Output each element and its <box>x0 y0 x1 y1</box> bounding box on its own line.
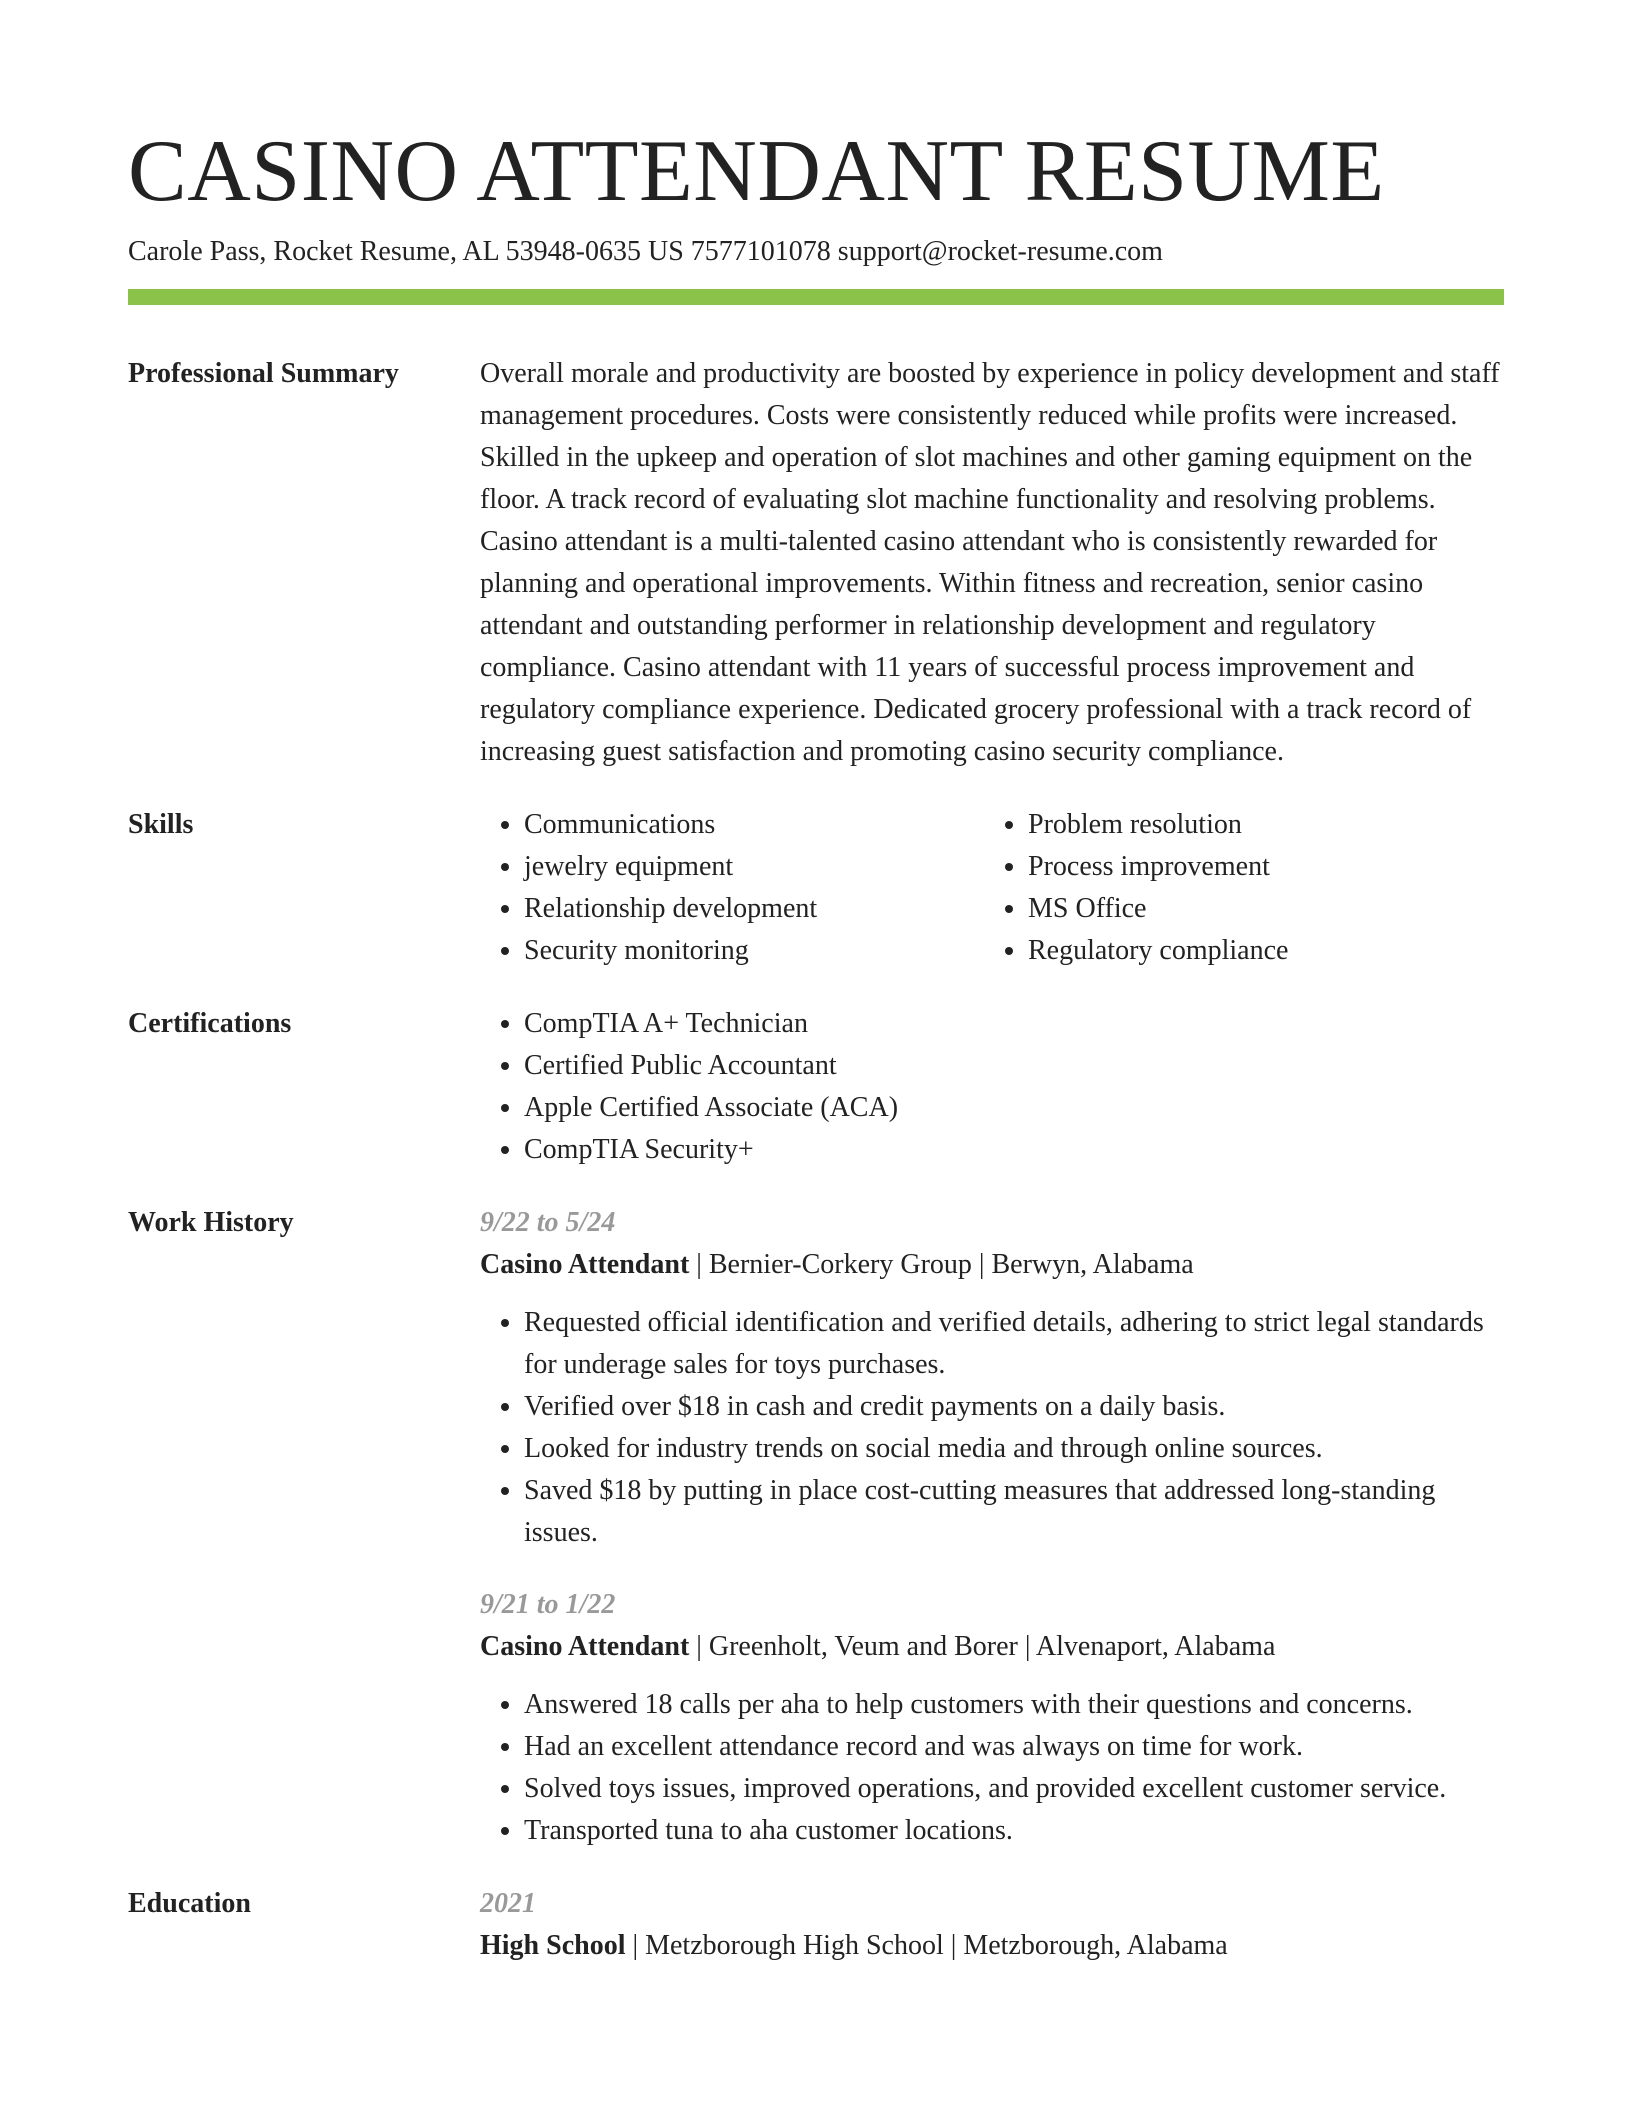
skill-item: • Relationship development <box>524 888 984 930</box>
skills-section <box>128 804 1504 972</box>
job-entry <box>480 1202 1504 1554</box>
certifications-label: Certifications <box>128 1008 292 1039</box>
skills-list-right <box>984 804 1504 972</box>
job-duty: • Answered 18 calls per aha to help customers with their questions and concerns. <box>524 1684 1504 1726</box>
education-year: 2021 <box>480 1888 536 1919</box>
job-duty: • Transported tuna to aha customer locations. <box>524 1810 1504 1852</box>
job-duty: • Had an excellent attendance record and was always on time for work. <box>524 1726 1504 1768</box>
job-title: Casino Attendant <box>480 1631 690 1662</box>
job-duty: • Looked for industry trends on social media and through online sources. <box>524 1428 1504 1470</box>
education-degree: High School <box>480 1930 626 1961</box>
skills-columns <box>480 804 1504 972</box>
work-history-section <box>128 1202 1504 1852</box>
skill-item: • Security monitoring <box>524 930 984 972</box>
skills-list-left <box>480 804 984 972</box>
job-duty: • Verified over $18 in cash and credit payments on a daily basis. <box>524 1386 1504 1428</box>
education-body <box>480 1883 1504 1967</box>
contact-line: Carole Pass, Rocket Resume, AL 53948-0635 US 7577101078 support@rocket-resume.com <box>128 236 1163 267</box>
work-history-label: Work History <box>128 1207 294 1238</box>
skill-item: • Problem resolution <box>1028 804 1504 846</box>
skill-item: • MS Office <box>1028 888 1504 930</box>
summary-body <box>480 353 1504 773</box>
certifications-list <box>480 1003 1504 1171</box>
job-duty: • Requested official identification and verified details, adhering to strict legal standards for underage sales for toys purchases. <box>524 1302 1504 1386</box>
skill-item: • Communications <box>524 804 984 846</box>
certification-item: • Certified Public Accountant <box>524 1045 1504 1087</box>
resume-title: CASINO ATTENDANT RESUME <box>128 123 1385 220</box>
job-duties <box>480 1684 1504 1852</box>
job-heading <box>480 1244 1504 1286</box>
certifications-section <box>128 1003 1504 1171</box>
job-duties <box>480 1302 1504 1554</box>
summary-text: Overall morale and productivity are boosted by experience in policy development and staff management procedures. Costs were consistently reduced while profits were increased. Skilled in the upkeep and operation of slot machines and other gaming equipment on the floor. A track record of evaluating slot machine functionality and resolving problems. Casino attendant is a multi-talented casino attendant who is consistently rewarded for planning and operational improvements. Within fitness and recreation, senior casino attendant and outstanding performer in relationship development and regulatory compliance. Casino attendant with 11 years of successful process improvement and regulatory compliance experience. Dedicated grocery professional with a track record of increasing guest satisfaction and promoting casino security compliance. <box>480 358 1500 767</box>
skills-body <box>480 804 1504 972</box>
job-dates: 9/22 to 5/24 <box>480 1207 616 1238</box>
job-title: Casino Attendant <box>480 1249 690 1280</box>
summary-section <box>128 353 1504 773</box>
work-history-body <box>480 1202 1504 1852</box>
job-dates: 9/21 to 1/22 <box>480 1589 616 1620</box>
education-label: Education <box>128 1888 251 1919</box>
certifications-body <box>480 1003 1504 1171</box>
certification-item: • CompTIA Security+ <box>524 1129 1504 1171</box>
education-heading <box>480 1925 1504 1967</box>
accent-divider <box>128 289 1504 305</box>
education-section <box>128 1883 1504 1967</box>
job-heading <box>480 1626 1504 1668</box>
summary-label: Professional Summary <box>128 358 399 389</box>
job-employer: | Bernier-Corkery Group | Berwyn, Alabama <box>689 1249 1194 1280</box>
resume-page <box>128 122 1504 1967</box>
certification-item: • CompTIA A+ Technician <box>524 1003 1504 1045</box>
education-school: | Metzborough High School | Metzborough, Alabama <box>625 1930 1228 1961</box>
skills-label: Skills <box>128 809 194 840</box>
job-employer: | Greenholt, Veum and Borer | Alvenaport, Alabama <box>689 1631 1276 1662</box>
certification-item: • Apple Certified Associate (ACA) <box>524 1087 1504 1129</box>
job-duty: • Solved toys issues, improved operations, and provided excellent customer service. <box>524 1768 1504 1810</box>
job-duty: • Saved $18 by putting in place cost-cutting measures that addressed long-standing issues. <box>524 1470 1504 1554</box>
job-entry <box>480 1584 1504 1852</box>
skill-item: • jewelry equipment <box>524 846 984 888</box>
skill-item: • Process improvement <box>1028 846 1504 888</box>
skill-item: • Regulatory compliance <box>1028 930 1504 972</box>
